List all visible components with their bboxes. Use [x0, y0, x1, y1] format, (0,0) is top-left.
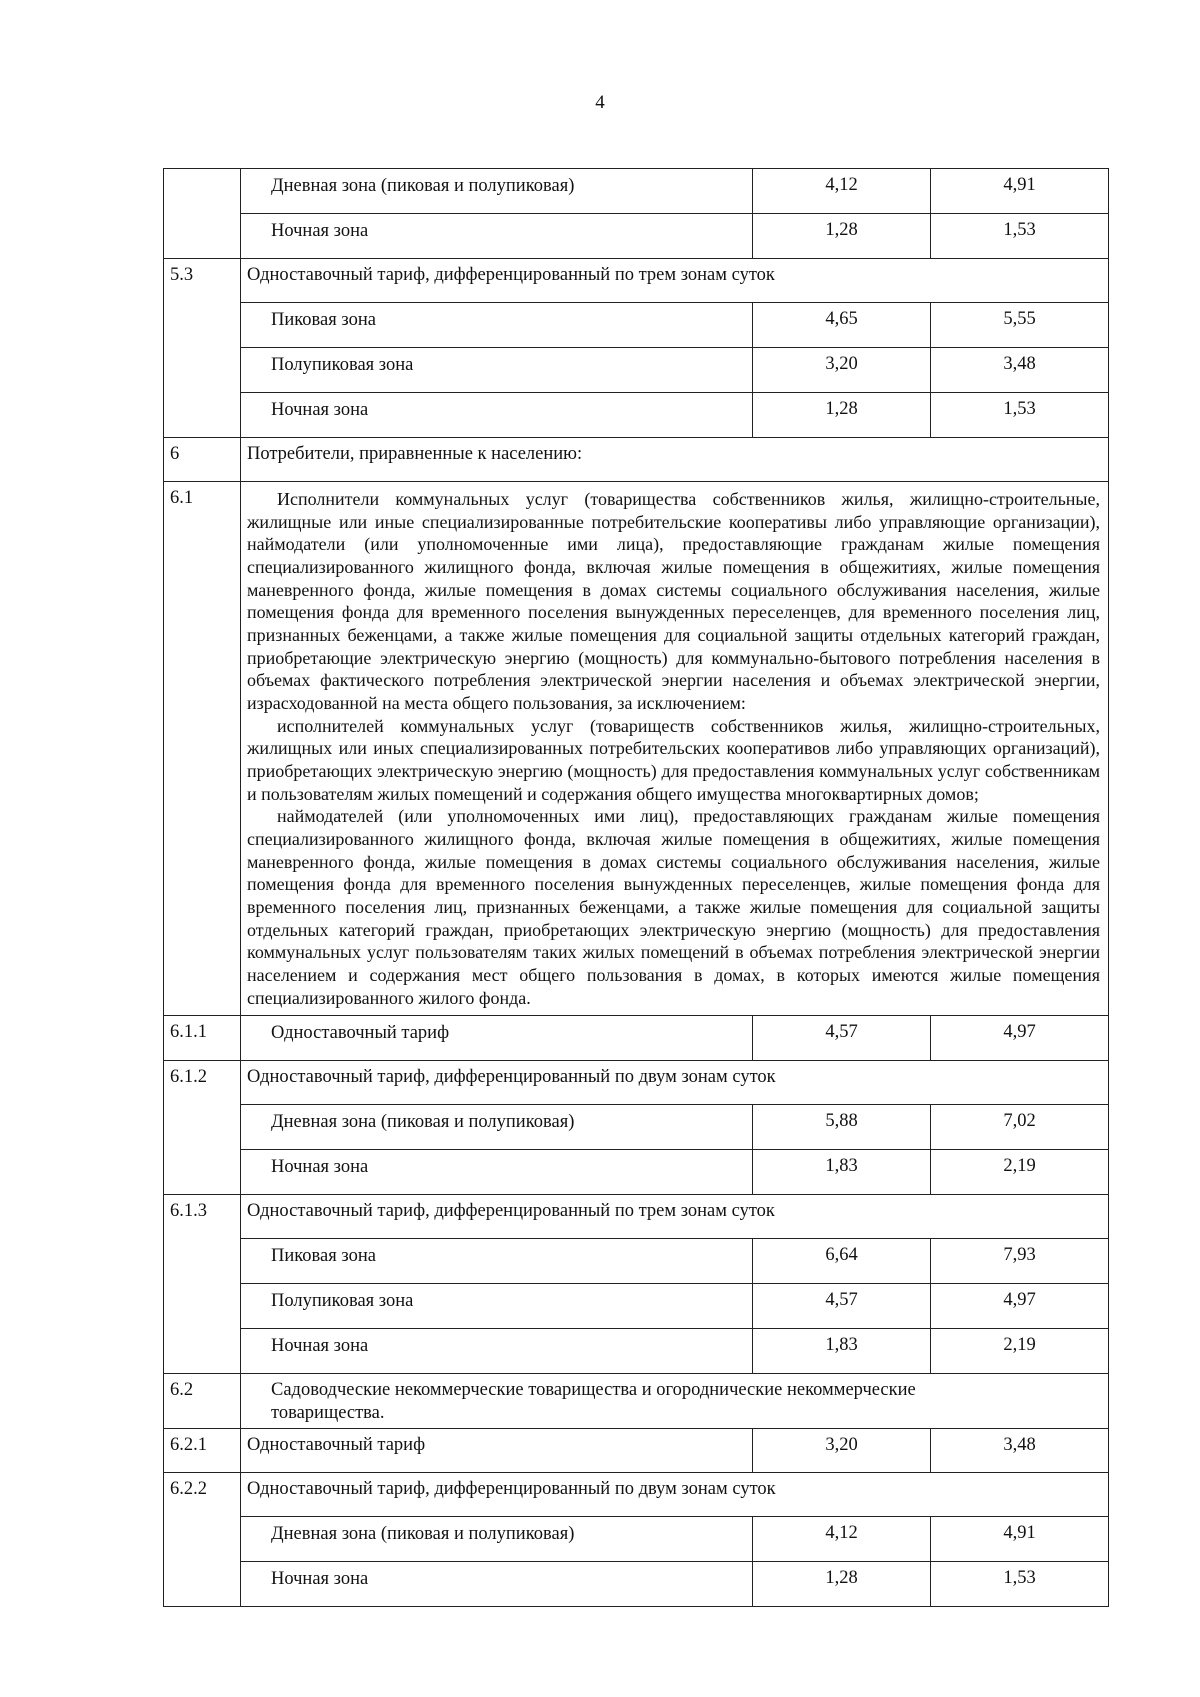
table-row: [164, 1516, 1109, 1561]
table-row: [164, 214, 1109, 259]
table-row: [164, 482, 1109, 1016]
row-label: Садоводческие некоммерческие товарищества и огороднические некоммерческие товарищества.: [241, 1374, 1109, 1428]
table-row: [164, 1195, 1109, 1239]
table-row: [164, 169, 1109, 214]
table-row: [164, 1150, 1109, 1195]
row-label: Полупиковая зона: [241, 348, 753, 393]
row-number: 6.2: [164, 1374, 241, 1428]
value-cell: 1,28: [753, 1561, 931, 1606]
value-cell: 1,53: [931, 393, 1109, 438]
value-cell: 4,91: [931, 169, 1109, 214]
row-label: Пиковая зона: [241, 303, 753, 348]
value-cell: 4,57: [753, 1284, 931, 1329]
row-label: Дневная зона (пиковая и полупиковая): [241, 169, 753, 214]
table-row: [164, 1472, 1109, 1516]
value-cell: 4,12: [753, 1516, 931, 1561]
value-cell: 1,53: [931, 1561, 1109, 1606]
row-number: 6.2.2: [164, 1472, 241, 1606]
value-cell: 3,20: [753, 1428, 931, 1472]
value-cell: 5,55: [931, 303, 1109, 348]
row-label: Ночная зона: [241, 1150, 753, 1195]
paragraph: исполнителей коммунальных услуг (товариществ собственников жилья, жилищно-строительных, жилищных или иных специализированных потребительских кооперативов либо управляющих организаций), приобретающих электрическую энергию (мощность) для предоставления коммунальных услуг собственникам и пользователям жилых помещений и содержания общего имущества многоквартирных домов;: [247, 715, 1100, 804]
row-label: Одноставочный тариф: [241, 1428, 753, 1472]
value-cell: 4,91: [931, 1516, 1109, 1561]
value-cell: 4,57: [753, 1016, 931, 1061]
row-label: Дневная зона (пиковая и полупиковая): [241, 1105, 753, 1150]
page-number: 4: [595, 92, 605, 113]
value-cell: 3,48: [931, 1428, 1109, 1472]
value-cell: 5,88: [753, 1105, 931, 1150]
table-row: [164, 1239, 1109, 1284]
row-number: 5.3: [164, 259, 241, 438]
value-cell: 4,97: [931, 1284, 1109, 1329]
row-label: Одноставочный тариф: [241, 1016, 753, 1061]
row-label: Пиковая зона: [241, 1239, 753, 1284]
row-label: Дневная зона (пиковая и полупиковая): [241, 1516, 753, 1561]
row-label: Полупиковая зона: [241, 1284, 753, 1329]
paragraph: Исполнители коммунальных услуг (товарищества собственников жилья, жилищно-строительные, жилищные или иные специализированные потребительские кооперативы либо управляющие организации), наймодатели (или уполномоченные ими лица), предоставляющие гражданам жилые помещения специализированного жилищного фонда, включая жилые помещения в общежитиях, жилые помещения маневренного фонда, жилые помещения в домах системы социального обслуживания населения, жилые помещения фонда для временного поселения вынужденных переселенцев, для временного поселения лиц, признанных беженцами, а также жилые помещения для социальной защиты отдельных категорий граждан, приобретающие электрическую энергию (мощность) для коммунально-бытового потребления населения в объемах фактического потребления электрической энергии населения и объемах электрической энергии, израсходованной на места общего пользования, за исключением:: [247, 489, 1100, 714]
table-row: [164, 1428, 1109, 1472]
row-number: 6.1: [164, 482, 241, 1016]
row-number: 6: [164, 438, 241, 482]
value-cell: 7,02: [931, 1105, 1109, 1150]
table-row: [164, 1105, 1109, 1150]
row-number: [164, 169, 241, 259]
value-cell: 3,20: [753, 348, 931, 393]
table-row: [164, 259, 1109, 303]
row-number: 6.1.1: [164, 1016, 241, 1061]
table-row: [164, 1561, 1109, 1606]
row-label: Ночная зона: [241, 393, 753, 438]
value-cell: 3,48: [931, 348, 1109, 393]
value-cell: 1,83: [753, 1329, 931, 1374]
row-label: Одноставочный тариф, дифференцированный по трем зонам суток: [241, 1195, 1109, 1239]
table-row: [164, 1284, 1109, 1329]
table-row: [164, 1329, 1109, 1374]
row-label: Одноставочный тариф, дифференцированный по двум зонам суток: [241, 1061, 1109, 1105]
row-label: Потребители, приравненные к населению:: [241, 438, 1109, 482]
value-cell: 2,19: [931, 1150, 1109, 1195]
table-row: [164, 1016, 1109, 1061]
row-number: 6.1.3: [164, 1195, 241, 1374]
table-row: [164, 393, 1109, 438]
value-cell: 1,83: [753, 1150, 931, 1195]
value-cell: 2,19: [931, 1329, 1109, 1374]
row-label: Ночная зона: [241, 214, 753, 259]
row-number: 6.1.2: [164, 1061, 241, 1195]
value-cell: 1,53: [931, 214, 1109, 259]
value-cell: 4,65: [753, 303, 931, 348]
value-cell: 7,93: [931, 1239, 1109, 1284]
row-label: Ночная зона: [241, 1561, 753, 1606]
paragraph-cell: [241, 482, 1109, 1016]
table-row: [164, 1061, 1109, 1105]
table-row: [164, 438, 1109, 482]
table-row: [164, 303, 1109, 348]
row-label: Ночная зона: [241, 1329, 753, 1374]
table-row: [164, 1374, 1109, 1428]
value-cell: 1,28: [753, 393, 931, 438]
paragraph: наймодателей (или уполномоченных ими лиц), предоставляющих гражданам жилые помещения специализированного жилищного фонда, включая жилые помещения в общежитиях, жилые помещения маневренного фонда, жилые помещения в домах системы социального обслуживания населения, жилые помещения фонда для временного поселения вынужденных переселенцев, жилые помещения фонда для временного поселения лиц, признанных беженцами, а также жилые помещения для социальной защиты отдельных категорий граждан, приобретающих электрическую энергию (мощность) для предоставления коммунальных услуг пользователям таких жилых помещений в объемах потребления электрической энергии населением и содержания мест общего пользования в домах, в которых имеются жилые помещения специализированного жилого фонда.: [247, 806, 1100, 1008]
value-cell: 4,97: [931, 1016, 1109, 1061]
row-label: Одноставочный тариф, дифференцированный по трем зонам суток: [241, 259, 1109, 303]
row-label: Одноставочный тариф, дифференцированный по двум зонам суток: [241, 1472, 1109, 1516]
table-row: [164, 348, 1109, 393]
value-cell: 1,28: [753, 214, 931, 259]
value-cell: 6,64: [753, 1239, 931, 1284]
tariff-table: [163, 168, 1109, 1607]
row-number: 6.2.1: [164, 1428, 241, 1472]
value-cell: 4,12: [753, 169, 931, 214]
